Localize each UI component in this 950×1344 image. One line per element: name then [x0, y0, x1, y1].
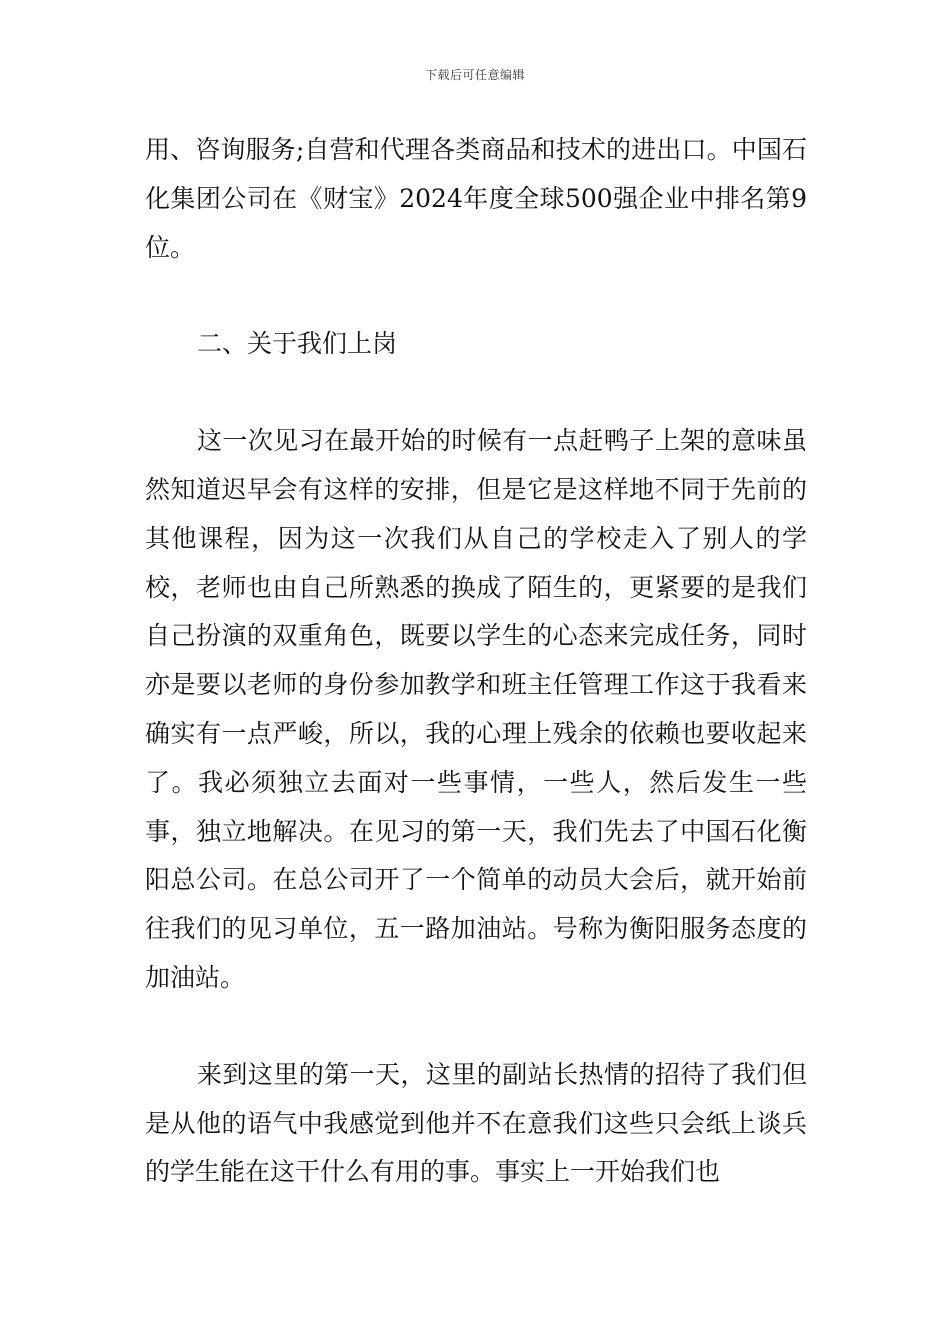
paragraph-gap: [145, 369, 807, 417]
section-heading: 二、关于我们上岗: [197, 329, 398, 359]
paragraph-gap: [145, 272, 807, 320]
page-header: 下载后可任意编辑: [424, 68, 525, 82]
document-body: [145, 126, 807, 1197]
paragraph-gap: [145, 1003, 807, 1051]
paragraph-continuation: 用、咨询服务;自营和代理各类商品和技术的进出口。中国石化集团公司在《财宝》2024年度全球500强企业中排名第9位。: [145, 135, 807, 262]
paragraph-internship: 这一次见习在最开始的时候有一点赶鸭子上架的意味虽然知道迟早会有这样的安排，但是它是这样地不同于先前的其他课程，因为这一次我们从自己的学校走入了别人的学校，老师也由自己所熟悉的换成了陌生的，更紧要的是我们自己扮演的双重角色，既要以学生的心态来完成任务，同时亦是要以老师的身份参加教学和班主任管理工作这于我看来确实有一点严峻，所以，我的心理上残余的依赖也要收起来了。我必须独立去面对一些事情，一些人，然后发生一些事，独立地解决。在见习的第一天，我们先去了中国石化衡阳总公司。在总公司开了一个简单的动员大会后，就开始前往我们的见习单位，五一路加油站。号称为衡阳服务态度的加油站。: [145, 426, 807, 992]
paragraph-first-day: 来到这里的第一天，这里的副站长热情的招待了我们但是从他的语气中我感觉到他并不在意我们这些只会纸上谈兵的学生能在这干什么有用的事。事实上一开始我们也: [145, 1059, 807, 1187]
